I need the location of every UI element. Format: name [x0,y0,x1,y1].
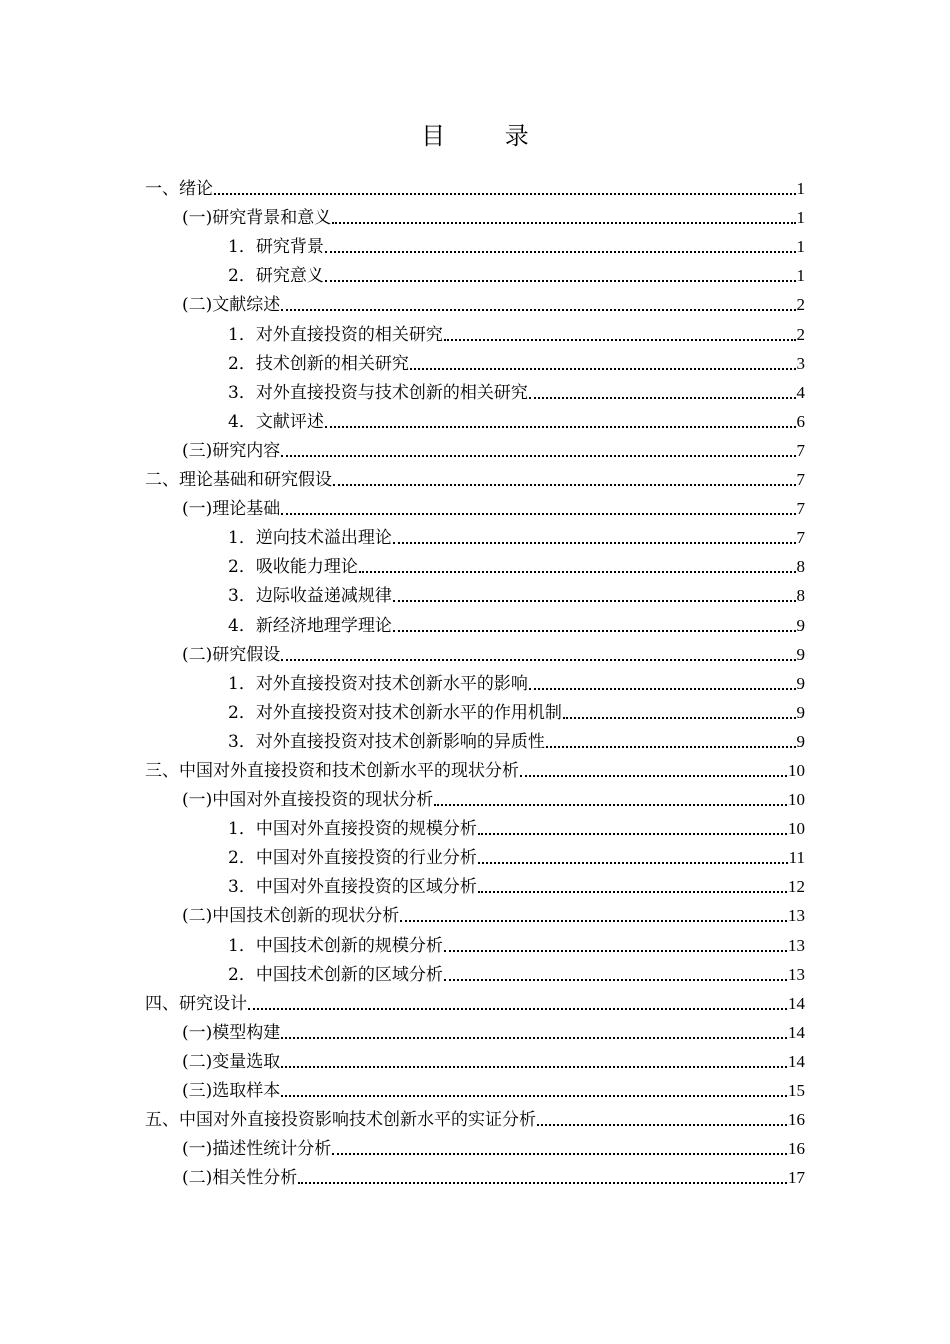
toc-entry[interactable] [145,433,805,462]
toc-entry-page: 14 [788,1051,805,1071]
toc-entry-label: 4．文献评述 [228,411,324,432]
toc-entry-label: 一、绪论 [145,179,213,200]
toc-dot-leader [393,600,796,602]
toc-entry[interactable] [145,811,805,840]
toc-entry-label: 五、中国对外直接投资影响技术创新水平的实证分析 [145,1110,536,1131]
toc-dot-leader [325,426,796,428]
toc-dot-leader [332,222,795,224]
toc-dot-leader [393,630,796,632]
toc-entry-label: 3．对外直接投资与技术创新的相关研究 [228,382,528,403]
toc-entry[interactable] [145,666,805,695]
toc-dot-leader [281,659,795,661]
toc-dot-leader [325,280,796,282]
toc-dot-leader [281,513,795,515]
toc-entry[interactable] [145,549,805,578]
toc-dot-leader [298,1182,787,1184]
toc-entry[interactable] [145,1160,805,1189]
toc-entry[interactable] [145,462,805,491]
toc-entry-label: (一)研究背景和意义 [182,208,332,229]
table-of-contents [145,171,805,1189]
toc-entry-label: 2．技术创新的相关研究 [228,353,409,374]
toc-entry[interactable] [145,607,805,636]
toc-dot-leader [281,1095,787,1097]
toc-entry-page: 11 [788,848,805,868]
toc-entry-page: 1 [796,179,805,199]
toc-dot-leader [444,339,796,341]
toc-entry-page: 10 [788,819,805,839]
toc-entry[interactable] [145,1015,805,1044]
toc-dot-leader [281,1037,787,1039]
toc-entry[interactable] [145,986,805,1015]
toc-entry-page: 1 [796,237,805,257]
toc-entry-label: 1．中国对外直接投资的规模分析 [228,819,477,840]
toc-entry-page: 12 [788,877,805,897]
toc-entry-label: 四、研究设计 [145,993,247,1014]
toc-entry-page: 14 [788,1022,805,1042]
toc-dot-leader [537,1124,787,1126]
toc-entry[interactable] [145,957,805,986]
toc-entry[interactable] [145,1102,805,1131]
toc-entry[interactable] [145,316,805,345]
toc-entry[interactable] [145,346,805,375]
toc-entry-label: 3．对外直接投资对技术创新影响的异质性 [228,731,545,752]
toc-entry-page: 9 [796,615,805,635]
toc-entry-page: 13 [788,906,805,926]
toc-entry[interactable] [145,258,805,287]
toc-entry[interactable] [145,578,805,607]
toc-dot-leader [400,920,787,922]
toc-entry[interactable] [145,695,805,724]
toc-entry-label: 2．吸收能力理论 [228,557,358,578]
toc-entry[interactable] [145,1131,805,1160]
toc-entry-label: (三)选取样本 [182,1081,281,1101]
toc-dot-leader [529,688,796,690]
toc-dot-leader [410,368,796,370]
toc-dot-leader [478,862,788,864]
toc-entry-label: (二)文献综述 [182,295,281,316]
toc-entry-page: 10 [788,790,805,810]
toc-entry-page: 7 [796,528,805,548]
toc-entry-page: 3 [796,353,805,373]
toc-entry[interactable] [145,753,805,782]
toc-entry-page: 9 [796,644,805,664]
toc-entry-page: 7 [796,470,805,490]
toc-entry[interactable] [145,520,805,549]
toc-dot-leader [333,484,796,486]
toc-entry-label: (二)相关性分析 [182,1168,298,1189]
toc-entry[interactable] [145,782,805,811]
toc-entry-page: 6 [796,411,805,431]
toc-entry-page: 4 [796,382,805,402]
toc-entry-label: (一)描述性统计分析 [182,1139,332,1160]
toc-entry[interactable] [145,1073,805,1102]
toc-entry[interactable] [145,491,805,520]
toc-entry[interactable] [145,171,805,200]
toc-entry[interactable] [145,287,805,316]
toc-dot-leader [332,1153,787,1155]
toc-entry-page: 1 [796,208,805,228]
toc-dot-leader [248,1008,787,1010]
toc-entry[interactable] [145,840,805,869]
toc-entry[interactable] [145,375,805,404]
toc-dot-leader [434,804,787,806]
toc-entry-page: 17 [788,1168,805,1188]
toc-dot-leader [281,309,795,311]
toc-entry-label: (二)中国技术创新的现状分析 [182,906,400,927]
toc-dot-leader [444,950,787,952]
toc-dot-leader [563,717,796,719]
toc-dot-leader [478,833,787,835]
toc-entry-page: 2 [796,324,805,344]
toc-entry[interactable] [145,404,805,433]
toc-entry-label: 1．中国技术创新的规模分析 [228,935,443,956]
toc-entry-label: 1．对外直接投资的相关研究 [228,324,443,345]
toc-entry-label: 1．对外直接投资对技术创新水平的影响 [228,673,528,694]
toc-entry-page: 13 [788,935,805,955]
toc-entry[interactable] [145,869,805,898]
toc-entry-page: 1 [796,266,805,286]
toc-entry[interactable] [145,898,805,927]
toc-entry[interactable] [145,637,805,666]
toc-entry-page: 16 [788,1110,805,1130]
toc-entry-page: 16 [788,1139,805,1159]
toc-entry-label: 2．研究意义 [228,266,324,287]
toc-entry-label: 2．中国对外直接投资的行业分析 [228,848,477,869]
toc-entry-page: 8 [796,557,805,577]
toc-dot-leader [546,746,796,748]
toc-entry[interactable] [145,724,805,753]
toc-entry-page: 9 [796,731,805,751]
toc-dot-leader [529,397,796,399]
toc-entry-page: 7 [796,440,805,460]
toc-entry-label: 二、理论基础和研究假设 [145,470,332,491]
toc-entry-label: (一)模型构建 [182,1022,281,1043]
toc-entry-label: (一)中国对外直接投资的现状分析 [182,790,434,811]
toc-dot-leader [444,979,787,981]
toc-entry-label: 三、中国对外直接投资和技术创新水平的现状分析 [145,760,519,781]
toc-entry-label: (二)研究假设 [182,644,281,665]
toc-entry[interactable] [145,1044,805,1073]
toc-entry-label: (三)研究内容 [182,440,281,461]
toc-entry-label: 4．新经济地理学理论 [228,615,392,636]
toc-dot-leader [325,251,796,253]
toc-dot-leader [478,891,787,893]
toc-entry-label: (二)变量选取 [182,1051,281,1072]
toc-dot-leader [359,571,796,573]
page-title: 目 录 [421,122,555,150]
toc-entry-page: 8 [796,586,805,606]
toc-entry-label: 3．边际收益递减规律 [228,586,392,607]
toc-entry[interactable] [145,229,805,258]
toc-entry-label: 2．对外直接投资对技术创新水平的作用机制 [228,702,562,723]
toc-dot-leader [281,1066,787,1068]
toc-entry-label: (一)理论基础 [182,499,281,520]
toc-dot-leader [393,542,796,544]
toc-entry-label: 1．研究背景 [228,237,324,258]
toc-entry-label: 3．中国对外直接投资的区域分析 [228,877,477,898]
toc-dot-leader [520,775,787,777]
toc-entry-page: 7 [796,499,805,519]
toc-entry-page: 13 [788,964,805,984]
toc-entry-label: 2．中国技术创新的区域分析 [228,964,443,985]
toc-entry-label: 1．逆向技术溢出理论 [228,528,392,549]
toc-entry-page: 2 [796,295,805,315]
toc-dot-leader [281,455,795,457]
toc-entry-page: 15 [788,1081,805,1100]
toc-entry-page: 9 [796,673,805,693]
toc-entry[interactable] [145,200,805,229]
toc-entry[interactable] [145,927,805,956]
toc-dot-leader [214,193,796,195]
toc-entry-page: 9 [796,702,805,722]
toc-entry-page: 10 [788,760,805,780]
toc-entry-page: 14 [788,993,805,1013]
